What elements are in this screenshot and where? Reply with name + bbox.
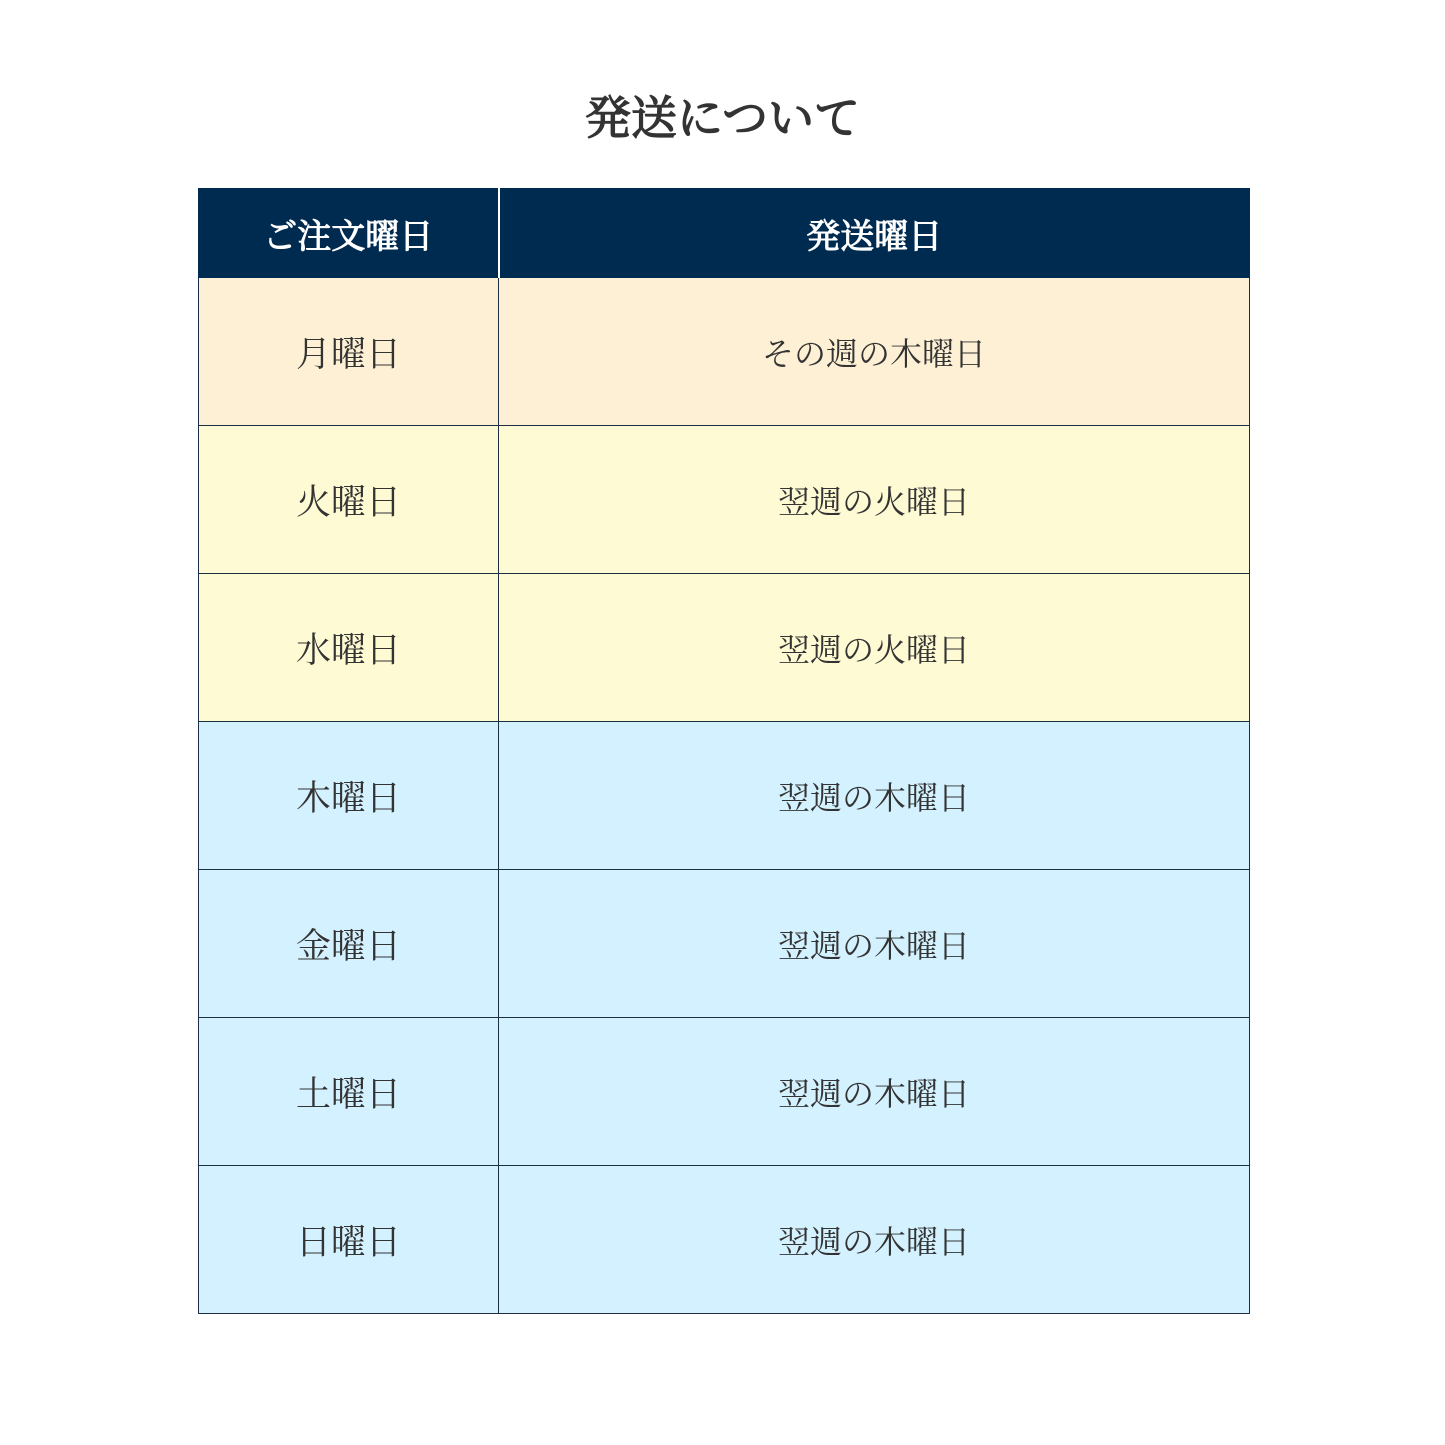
order-day-cell: 水曜日 — [199, 574, 499, 722]
table-row — [199, 574, 1250, 722]
table-row — [199, 1166, 1250, 1314]
table-header-row — [199, 189, 1250, 278]
ship-day-cell: 翌週の木曜日 — [499, 722, 1250, 870]
page-title: 発送について — [584, 91, 861, 145]
table-row — [199, 426, 1250, 574]
header-order-day: ご注文曜日 — [199, 189, 499, 278]
table-row — [199, 722, 1250, 870]
ship-day-cell: その週の木曜日 — [499, 278, 1250, 426]
order-day-cell: 日曜日 — [199, 1166, 499, 1314]
ship-day-cell: 翌週の木曜日 — [499, 870, 1250, 1018]
order-day-cell: 木曜日 — [199, 722, 499, 870]
ship-day-cell: 翌週の木曜日 — [499, 1018, 1250, 1166]
ship-day-cell: 翌週の木曜日 — [499, 1166, 1250, 1314]
ship-day-cell: 翌週の火曜日 — [499, 426, 1250, 574]
order-day-cell: 月曜日 — [199, 278, 499, 426]
table-row — [199, 278, 1250, 426]
order-day-cell: 火曜日 — [199, 426, 499, 574]
table-row — [199, 870, 1250, 1018]
ship-day-cell: 翌週の火曜日 — [499, 574, 1250, 722]
order-day-cell: 金曜日 — [199, 870, 499, 1018]
shipping-schedule-table — [198, 188, 1250, 1314]
order-day-cell: 土曜日 — [199, 1018, 499, 1166]
table-row — [199, 1018, 1250, 1166]
header-ship-day: 発送曜日 — [499, 189, 1250, 278]
